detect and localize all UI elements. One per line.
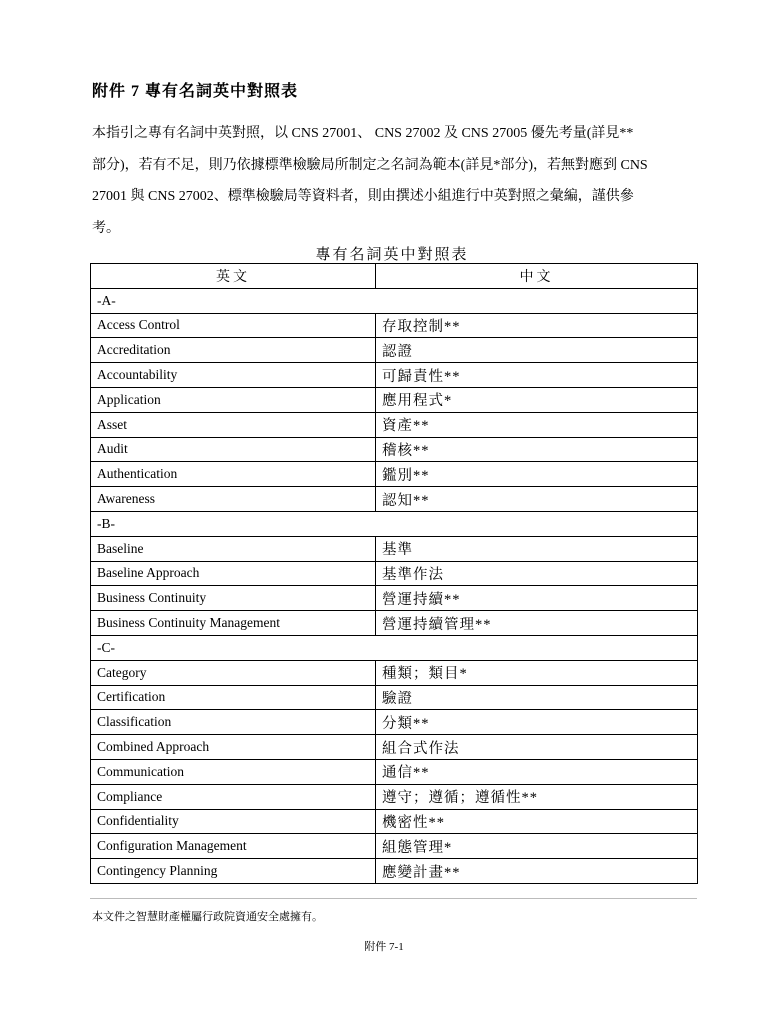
table-row xyxy=(91,536,698,561)
footer-divider xyxy=(90,898,697,899)
table-row xyxy=(91,660,698,685)
page-title: 附件 7 專有名詞英中對照表 xyxy=(92,83,299,100)
term-english: Compliance xyxy=(91,784,376,809)
table-row xyxy=(91,313,698,338)
table-row xyxy=(91,437,698,462)
term-chinese: 稽核** xyxy=(376,437,698,462)
term-english: Awareness xyxy=(91,487,376,512)
term-chinese: 分類** xyxy=(376,710,698,735)
glossary-table xyxy=(90,263,698,884)
term-english: Access Control xyxy=(91,313,376,338)
page-number: 附件 7-1 xyxy=(364,941,404,953)
term-chinese: 鑑別** xyxy=(376,462,698,487)
term-chinese: 應變計畫** xyxy=(376,859,698,884)
table-row xyxy=(91,685,698,710)
intro-line: 本指引之專有名詞中英對照，以 CNS 27001、 CNS 27002 及 CNS 27005 優先考量(詳見** xyxy=(92,126,634,141)
intro-line: 考。 xyxy=(92,220,120,236)
term-english: Asset xyxy=(91,412,376,437)
section-row xyxy=(91,511,698,536)
term-english: Combined Approach xyxy=(91,735,376,760)
term-english: Authentication xyxy=(91,462,376,487)
term-chinese: 組態管理* xyxy=(376,834,698,859)
table-row xyxy=(91,611,698,636)
term-chinese: 機密性** xyxy=(376,809,698,834)
table-row xyxy=(91,735,698,760)
term-chinese: 基準 xyxy=(376,536,698,561)
table-row xyxy=(91,586,698,611)
term-english: Contingency Planning xyxy=(91,859,376,884)
table-row xyxy=(91,834,698,859)
term-english: Certification xyxy=(91,685,376,710)
term-chinese: 營運持續** xyxy=(376,586,698,611)
term-english: Classification xyxy=(91,710,376,735)
term-english: Configuration Management xyxy=(91,834,376,859)
term-chinese: 應用程式* xyxy=(376,387,698,412)
term-chinese: 存取控制** xyxy=(376,313,698,338)
intro-line: 27001 與 CNS 27002、標準檢驗局等資料者，則由撰述小組進行中英對照之彙編，謹供參 xyxy=(92,189,634,204)
term-english: Business Continuity Management xyxy=(91,611,376,636)
section-label: -A- xyxy=(91,288,698,313)
table-row xyxy=(91,561,698,586)
table-row xyxy=(91,363,698,388)
glossary-body xyxy=(91,288,698,883)
term-chinese: 遵守；遵循；遵循性** xyxy=(376,784,698,809)
intro-paragraph xyxy=(92,118,702,244)
term-chinese: 種類；類目* xyxy=(376,660,698,685)
section-label: -C- xyxy=(91,635,698,660)
term-chinese: 基準作法 xyxy=(376,561,698,586)
term-chinese: 認知** xyxy=(376,487,698,512)
table-row xyxy=(91,710,698,735)
table-header-row xyxy=(91,264,698,289)
term-english: Confidentiality xyxy=(91,809,376,834)
intro-line: 部分)，若有不足，則乃依據標準檢驗局所制定之名詞為範本(詳見*部分)，若無對應到 CNS xyxy=(92,157,648,173)
term-english: Communication xyxy=(91,759,376,784)
footer-note: 本文件之智慧財產權屬行政院資通安全處擁有。 xyxy=(92,911,323,923)
term-chinese: 營運持續管理** xyxy=(376,611,698,636)
term-english: Accountability xyxy=(91,363,376,388)
column-header-chinese: 中文 xyxy=(376,264,698,289)
table-row xyxy=(91,487,698,512)
term-english: Baseline Approach xyxy=(91,561,376,586)
section-row xyxy=(91,288,698,313)
table-row xyxy=(91,338,698,363)
term-english: Business Continuity xyxy=(91,586,376,611)
term-chinese: 驗證 xyxy=(376,685,698,710)
table-caption: 專有名詞英中對照表 xyxy=(315,247,469,263)
table-row xyxy=(91,809,698,834)
table-row xyxy=(91,859,698,884)
term-english: Audit xyxy=(91,437,376,462)
term-chinese: 通信** xyxy=(376,759,698,784)
table-row xyxy=(91,412,698,437)
table-row xyxy=(91,387,698,412)
table-row xyxy=(91,784,698,809)
section-row xyxy=(91,635,698,660)
term-english: Category xyxy=(91,660,376,685)
table-row xyxy=(91,759,698,784)
column-header-english: 英文 xyxy=(91,264,376,289)
term-chinese: 資產** xyxy=(376,412,698,437)
table-row xyxy=(91,462,698,487)
term-english: Accreditation xyxy=(91,338,376,363)
term-chinese: 組合式作法 xyxy=(376,735,698,760)
term-chinese: 認證 xyxy=(376,338,698,363)
term-english: Application xyxy=(91,387,376,412)
term-english: Baseline xyxy=(91,536,376,561)
section-label: -B- xyxy=(91,511,698,536)
term-chinese: 可歸責性** xyxy=(376,363,698,388)
